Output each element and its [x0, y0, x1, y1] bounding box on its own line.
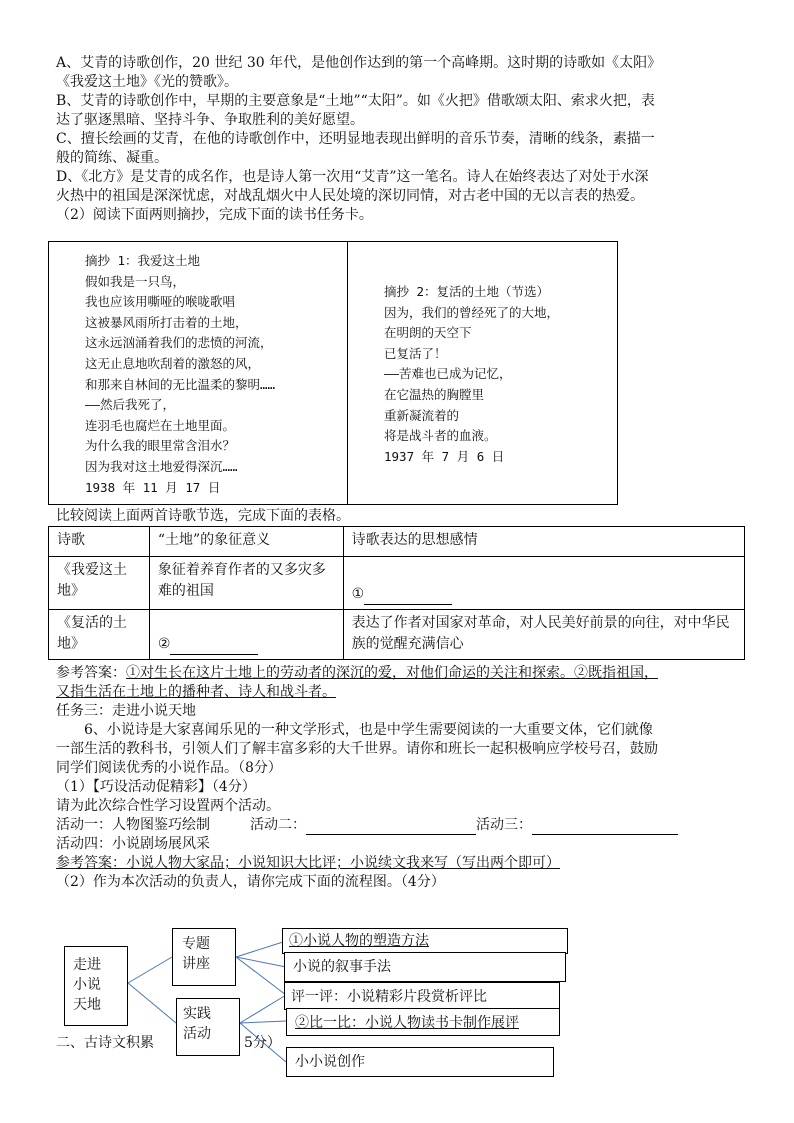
excerpt-2-line: ——苦难也已成为记忆， — [384, 366, 512, 382]
activity-4: 活动四：小说剧场展风采 — [56, 836, 210, 852]
blank-marker-2: ② — [157, 636, 171, 652]
option-d-line2: 火热中的祖国是深深忧虑，对战乱烟火中人民处境的深切同情，对古老中国的无以言表的热爱。 — [56, 188, 644, 204]
answer-2: 参考答案：小说人物大家品；小说知识大比评；小说续文我来写（写出两个即可） — [56, 855, 560, 871]
flow-topic-box: 专题 讲座 — [172, 928, 236, 986]
part2-prompt: （2）阅读下面两则摘抄，完成下面的读书任务卡。 — [56, 207, 373, 223]
table-cell-poem1: 《我爱这土地》 — [49, 557, 150, 610]
q6-line2: 一部生活的教科书，引领人们了解丰富多彩的大千世界。请你和班长一起积极响应学校号召，鼓励 — [56, 741, 658, 757]
excerpt-1-line: 为什么我的眼里常含泪水？ — [85, 438, 236, 454]
excerpt-1-line: 连羽毛也腐烂在土地里面。 — [85, 417, 236, 433]
excerpt-2-line: 将是战斗者的血液。 — [384, 428, 497, 444]
flow-root-box: 走进 小说 天地 — [64, 946, 128, 1026]
option-b-line2: 达了驱逐黑暗、坚持斗争、争取胜利的美好愿望。 — [56, 112, 364, 128]
activity-3-label: 活动三： — [476, 817, 532, 833]
flow-box-5: 小小说创作 — [286, 1047, 554, 1077]
task3-heading: 任务三：走进小说天地 — [56, 703, 196, 719]
q6-line3: 同学们阅读优秀的小说作品。（8分） — [56, 760, 282, 776]
sub1-prompt: 请为此次综合性学习设置两个活动。 — [56, 798, 280, 814]
table-header-feeling: 诗歌表达的思想感情 — [343, 527, 744, 557]
excerpt-1-line: 假如我是一只鸟， — [85, 273, 186, 289]
answer-1-line1: 参考答案：①对生长在这片土地上的劳动者的深沉的爱，对他们命运的关注和探索。②既指祖国， — [56, 665, 658, 681]
section-2-heading: 二、古诗文积累 — [56, 1035, 154, 1051]
option-d-line1: D、《北方》是艾青的成名作，也是诗人第一次用“艾青”这一笔名。诗人在始终表达了对处于水深 — [56, 169, 649, 185]
excerpt-2-line: 在明朗的天空下 — [384, 325, 472, 341]
excerpt-1-line: 和那来自林间的无比温柔的黎明…… — [85, 376, 276, 392]
sub2-heading: （2）作为本次活动的负责人，请你完成下面的流程图。（4分） — [56, 874, 445, 890]
excerpt-2-line: 在它温热的胸膛里 — [384, 386, 485, 402]
excerpt-2-line: 1937 年 7 月 6 日 — [384, 448, 505, 464]
compare-prompt: 比较阅读上面两首诗歌节选，完成下面的表格。 — [56, 508, 350, 524]
flow-box-3: 评一评：小说精彩片段赏析评比 — [284, 982, 560, 1010]
excerpt-2-line: 因为，我们的曾经死了的大地， — [384, 304, 560, 320]
activity-2-label: 活动二： — [250, 817, 306, 833]
answer-1-line2: 又指生活在土地上的播种者、诗人和战斗者。 — [56, 684, 336, 700]
excerpt-1-line: 1938 年 11 月 17 日 — [85, 479, 221, 495]
excerpt-2-line: 重新凝流着的 — [384, 407, 460, 423]
sub1-heading: （1）【巧设活动促精彩】（4分） — [56, 779, 256, 795]
excerpt-1-line: 我也应该用嘶哑的喉咙歌唱 — [85, 294, 236, 310]
option-b-line1: B、艾青的诗歌创作中，早期的主要意象是“土地”“太阳”。如《火把》借歌颂太阳、索求火把，表 — [56, 93, 655, 109]
excerpt-1-line: 因为我对这土地爱得深沉…… — [85, 458, 238, 474]
excerpt-1-line: 这被暴风雨所打击着的土地， — [85, 314, 248, 330]
table-header-symbol: “土地”的象征意义 — [149, 527, 343, 557]
excerpt-1-line: 这永远汹涌着我们的悲愤的河流， — [85, 335, 273, 351]
option-c-line1: C、擅长绘画的艾青，在他的诗歌创作中，还明显地表现出鲜明的音乐节奏，清晰的线条，素描一 — [56, 131, 655, 147]
option-a-line2: 《我爱这土地》《光的赞歌》。 — [56, 74, 238, 90]
excerpt-2-line: 摘抄 2：复活的土地（节选） — [384, 284, 550, 299]
blank-marker-1: ① — [351, 586, 365, 602]
table-cell-feeling2: 表达了作者对国家对革命，对人民美好前景的向往，对中华民族的觉醒充满信心 — [343, 610, 744, 660]
activity-1: 活动一：人物图鉴巧绘制 — [56, 817, 210, 833]
table-cell-symbol1: 象征着养育作者的又多灾多难的祖国 — [149, 557, 343, 610]
q6-line1: 6、小说诗是大家喜闻乐见的一种文学形式，也是中学生需要阅读的一大重要文体，它们就像 — [84, 722, 653, 738]
flow-box-4: ②比一比：小说人物读书卡制作展评 — [286, 1008, 560, 1036]
table-header-poem: 诗歌 — [49, 527, 150, 557]
answer-1-text: ①对生长在这片土地上的劳动者的深沉的爱，对他们命运的关注和探索。②既指祖国， — [126, 665, 658, 681]
excerpt-2-line: 已复活了！ — [384, 345, 447, 361]
excerpt-1-line: ——然后我死了， — [85, 397, 176, 413]
excerpt-1-line: 摘抄 1：我爱这土地 — [85, 253, 201, 268]
option-c-line2: 般的简练、凝重。 — [56, 150, 168, 166]
table-cell-poem2: 《复活的土地》 — [49, 610, 150, 660]
excerpt-1-line: 这无止息地吹刮着的激怒的风， — [85, 355, 261, 371]
flow-box-2: 小说的叙事手法 — [284, 952, 566, 982]
flow-practice-box: 实践 活动 — [176, 998, 240, 1056]
section-2-score: 5分） — [244, 1035, 281, 1051]
option-a-line1: A、艾青的诗歌创作，20 世纪 30 年代，是他创作达到的第一个高峰期。这时期的诗歌如《太阳》 — [56, 55, 662, 71]
flow-box-1: ①小说人物的塑造方法 — [282, 928, 568, 954]
